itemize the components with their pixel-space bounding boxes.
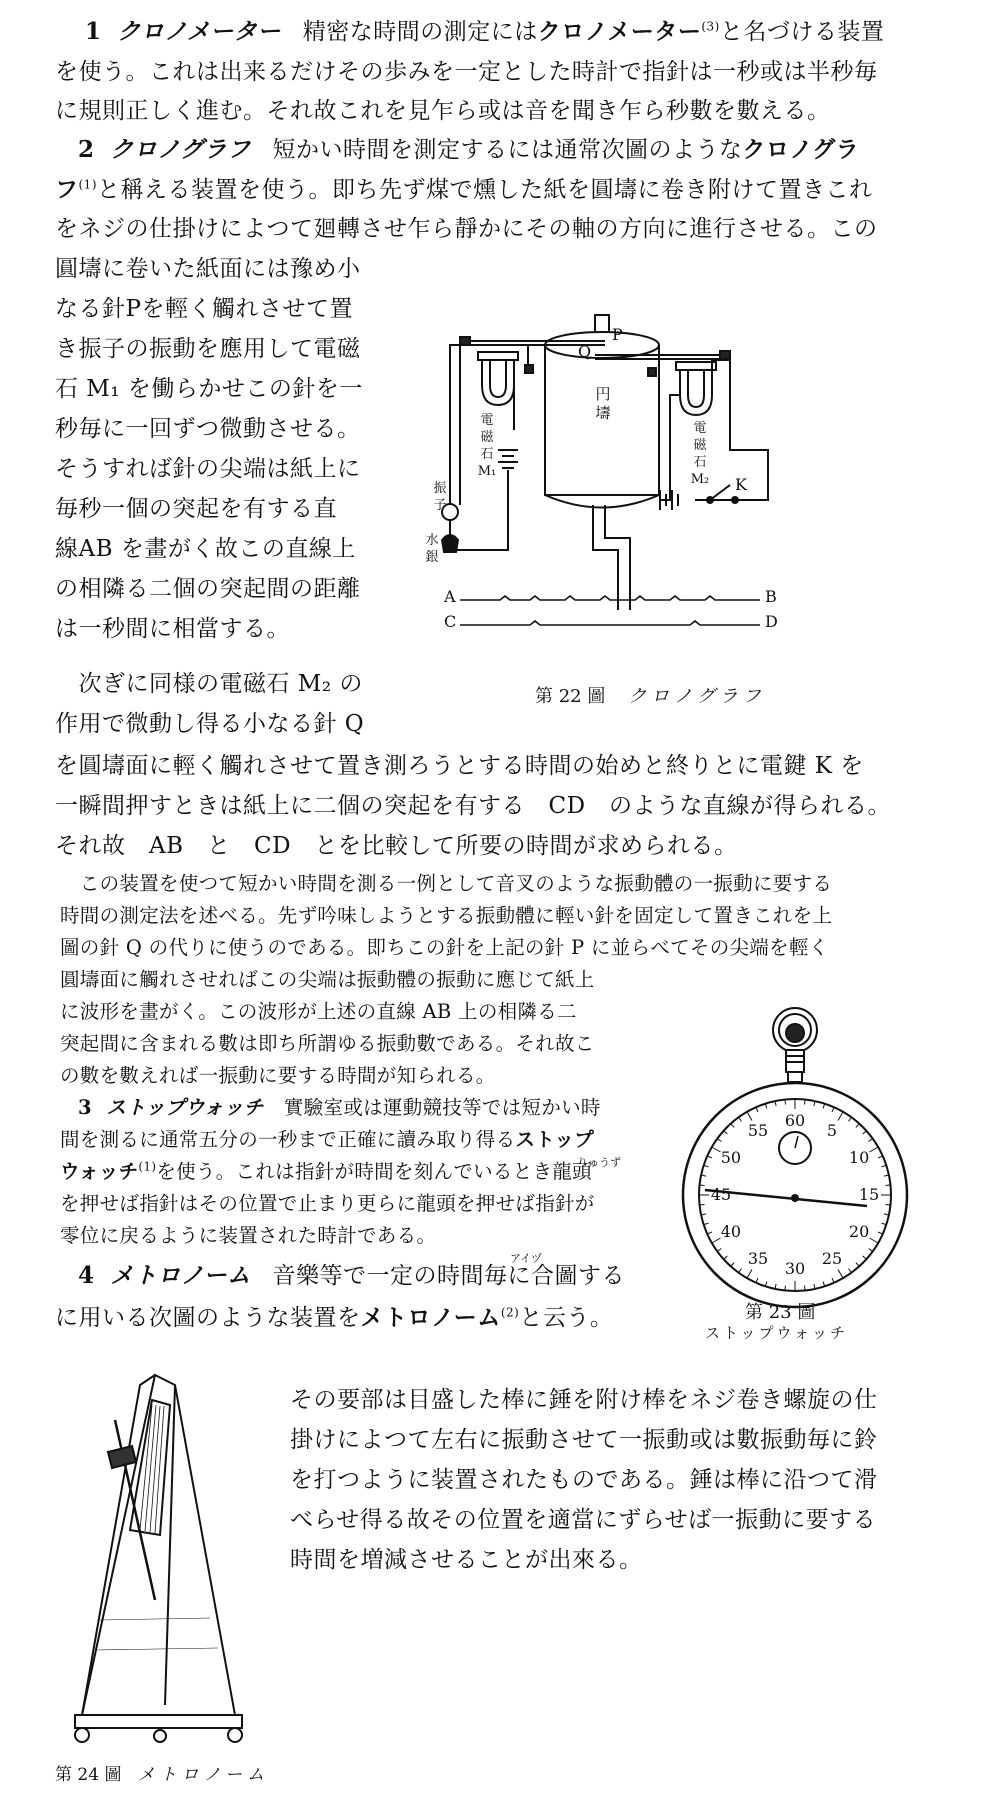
- text: に用いる次圖のような装置を: [55, 1305, 361, 1331]
- section-term: クロノグラフ: [110, 136, 251, 163]
- footnote-ref: (2): [500, 1305, 520, 1320]
- dial-tick: [838, 1112, 843, 1121]
- sec2-narrow-5: そうすれば針の尖端は紙上に: [55, 456, 361, 482]
- dial-tick: [785, 1286, 786, 1291]
- text: と稱える装置を使う。即ち先ず煤で燻した紙を圓壔に卷き附けて置きこれ: [97, 177, 873, 203]
- dial-tick: [731, 1263, 734, 1267]
- dial-tick: [739, 1269, 742, 1273]
- dial-tick: [869, 1248, 873, 1251]
- dial-tick: [756, 1107, 758, 1112]
- label-B: B: [765, 587, 777, 606]
- sec2-narrow-11: 作用で微動し得る小なる針 Q: [55, 711, 365, 737]
- dial-tick: [848, 1117, 851, 1121]
- dial-tick: [785, 1100, 786, 1105]
- dial-tick: [863, 1256, 867, 1259]
- sec2-wide-0: を圓壔面に輕く觸れさせて置き測ろうとする時間の始めと終りとに電鍵 K を: [55, 753, 864, 779]
- footnote-ref: (3): [701, 19, 720, 34]
- chronograph-figure: [425, 300, 830, 740]
- dial-number: 30: [784, 1259, 806, 1278]
- sec2-narrow-0: 圓壔に卷いた紙面には豫め小: [55, 256, 361, 282]
- label-C: C: [444, 612, 457, 631]
- text: と名づける装置: [719, 19, 885, 45]
- dial-tick: [747, 1269, 752, 1278]
- label-pendulum: 振 子: [433, 481, 447, 513]
- dial-number: 15: [858, 1185, 880, 1204]
- sec2-narrow-7: 線AB を畫がく故この直線上: [55, 536, 356, 562]
- sec1-line2: を使う。これは出来るだけその歩みを一定とした時計で指針は一秒或は半秒毎: [55, 59, 878, 85]
- text: 實驗室或は運動競技等では短かい時: [283, 1096, 601, 1119]
- section-number: 1: [85, 18, 102, 45]
- section-number: 2: [78, 136, 95, 163]
- sec2-narrow-3: 石 M₁ を働らかせこの針を一: [55, 376, 363, 402]
- term-bold: ストップ: [515, 1128, 595, 1151]
- sec2-narrow-2: き振子の振動を應用して電磁: [55, 336, 361, 362]
- sec2-narrow-10: 次ぎに同様の電磁石 M₂ の: [55, 671, 363, 697]
- label-m1: 電 磁 石 M₁: [477, 413, 497, 479]
- sec4-line1: [78, 1262, 625, 1290]
- dial-tick: [747, 1112, 752, 1121]
- dial-number: 20: [848, 1222, 870, 1241]
- ruby-aizu: アイヅ: [510, 1252, 543, 1265]
- dial-tick: [886, 1185, 891, 1186]
- dial-tick: [856, 1124, 859, 1128]
- sec4-body-1: 掛けによつて左右に振動させて一振動或は數振動毎に鈴: [290, 1427, 878, 1453]
- term-bold: クロノメーター: [537, 18, 702, 45]
- caption-title: メトロノーム: [137, 1765, 270, 1785]
- footnote-ref: (1): [78, 177, 97, 192]
- dial-tick: [848, 1269, 851, 1273]
- section-number: 4: [78, 1262, 95, 1289]
- dial-tick: [805, 1286, 806, 1291]
- sec3-line5: 零位に戻るように装置された時計である。: [60, 1224, 437, 1247]
- dial-tick: [869, 1147, 878, 1152]
- dial-tick: [700, 1185, 705, 1186]
- label-D: D: [765, 612, 778, 631]
- sec4-body-2: を打つように装置されたものである。錘は棒に沿つて滑: [290, 1467, 878, 1493]
- dial-tick: [712, 1238, 721, 1243]
- dial-number: 10: [848, 1148, 870, 1167]
- fig23-caption-title: ストップウォッチ: [705, 1324, 848, 1342]
- dial-tick: [832, 1107, 834, 1112]
- sec2-narrow-1: なる針Pを輕く觸れさせて置: [55, 296, 353, 322]
- dial-tick: [856, 1263, 859, 1267]
- label-mercury: 水 銀: [425, 533, 439, 565]
- label-m2: 電 磁 石 M₂: [690, 421, 710, 487]
- dial-tick: [731, 1124, 734, 1128]
- dial-number: 35: [747, 1249, 769, 1269]
- sec4-body-0: その要部は目盛した棒に錘を附け棒をネジ卷き螺旋の仕: [290, 1387, 878, 1413]
- section-term: メトロノーム: [110, 1262, 251, 1289]
- dial-tick: [869, 1238, 878, 1243]
- sec3-line2: [60, 1128, 594, 1152]
- note-wide-1: 時間の測定法を述べる。先ず吟味しようとする振動體に輕い針を固定して置きこれを上: [60, 904, 833, 927]
- sec2-wide-2: それ故 AB と CD とを比較して所要の時間が求められる。: [55, 833, 738, 859]
- dial-tick: [717, 1248, 721, 1251]
- dial-tick: [756, 1278, 758, 1283]
- section-term: クロノメーター: [117, 18, 281, 45]
- dial-number: 55: [747, 1120, 769, 1140]
- section-term: ストップウォッチ: [106, 1096, 264, 1119]
- dial-number: 5: [826, 1120, 838, 1140]
- text: 音樂等で一定の時間毎に合圖する: [272, 1263, 625, 1289]
- dial-tick: [707, 1232, 712, 1234]
- dial-tick: [838, 1269, 843, 1278]
- dial-tick: [869, 1139, 873, 1142]
- note-wide-2: 圖の針 Q の代りに使うのである。即ちこの針を上記の針 P に並らべてその尖端を輕く: [60, 936, 829, 959]
- note-narrow-0: 圓壔面に觸れさせればこの尖端は振動體の振動に應じて紙上: [60, 968, 595, 991]
- dial-tick: [805, 1100, 806, 1105]
- label-P: P: [612, 325, 623, 344]
- dial-number: 50: [720, 1148, 742, 1167]
- caption-number: 第 22 圖: [535, 686, 606, 707]
- fig22-caption: [535, 682, 766, 708]
- sec2-line2: [55, 176, 873, 204]
- dial-number: 45: [710, 1185, 732, 1204]
- sec4-body-4: 時間を増減させることが出來る。: [290, 1547, 643, 1573]
- metronome-figure: [60, 1360, 270, 1750]
- note-narrow-2: 突起間に含まれる數は即ち所謂ゆる振動數である。それ故こ: [60, 1032, 595, 1055]
- dial-tick: [878, 1232, 883, 1234]
- sec2-narrow-8: の相隣る二個の突起間の距離: [55, 576, 361, 602]
- sec3-line1: [78, 1096, 601, 1120]
- label-A: A: [444, 587, 456, 606]
- note-narrow-3: の數を數えれば一振動に要する時間が知られる。: [60, 1064, 496, 1087]
- fig23-caption-num: 第 23 圖: [745, 1302, 816, 1323]
- sec4-body-3: べらせ得る故その位置を適當にずらせば一振動に要する: [290, 1507, 877, 1533]
- caption-number: 第 24 圖: [55, 1765, 122, 1785]
- text: を使う。これは指針が時間を刻んでいるとき龍頭: [156, 1160, 592, 1183]
- term-bold: クロノグラ: [742, 136, 860, 163]
- section-number: 3: [78, 1096, 92, 1119]
- sec4-line2: [55, 1304, 613, 1332]
- sec3-line3: [60, 1160, 592, 1184]
- term-bold: ウォッチ: [60, 1160, 139, 1183]
- sec2-wide-1: 一瞬間押すときは紙上に二個の突起を有する CD のような直線が得られる。: [55, 793, 892, 819]
- dial-tick: [878, 1156, 883, 1158]
- dial-tick: [712, 1147, 721, 1152]
- note-wide-0: この装置を使つて短かい時間を測る一例として音叉のような振動體の一振動に要する: [60, 872, 833, 895]
- sec1-line1: [85, 18, 884, 46]
- dial-tick: [717, 1139, 721, 1142]
- caption-title: クロノグラフ: [628, 686, 766, 707]
- sec2-narrow-9: は一秒間に相當する。: [55, 616, 290, 642]
- text: 間を測るに通常五分の一秒まで正確に讀み取り得る: [60, 1128, 516, 1151]
- dial-tick: [863, 1131, 867, 1134]
- term-bold: メトロノーム: [360, 1304, 501, 1331]
- dial-tick: [700, 1205, 705, 1206]
- dial-number: 40: [720, 1222, 742, 1241]
- dial-tick: [739, 1117, 742, 1121]
- sec2-narrow-6: 毎秒一個の突起を有する直: [55, 496, 337, 522]
- ruby-ryuzu: りゅうず: [577, 1156, 621, 1169]
- fig24-caption: [55, 1760, 269, 1785]
- stopwatch-figure: [665, 1000, 925, 1320]
- sec2-line3: をネジの仕掛けによつて廻轉させ乍ら靜かにその軸の方向に進行させる。この: [55, 216, 878, 242]
- text: 精密な時間の測定には: [302, 19, 538, 45]
- footnote-ref: (1): [138, 1159, 157, 1174]
- dial-tick: [724, 1256, 728, 1259]
- dial-tick: [707, 1156, 712, 1158]
- sec3-line4: を押せば指針はその位置で止まり更らに龍頭を押せば指針が: [60, 1192, 595, 1215]
- sec2-narrow-4: 秒毎に一回ずつ微動させる。: [55, 416, 361, 442]
- text: 短かい時間を測定するには通常次圖のような: [272, 137, 743, 163]
- term-bold: フ: [55, 176, 79, 203]
- sec2-line1: [78, 136, 859, 164]
- label-cylinder: 円 壔: [595, 385, 611, 422]
- label-K: K: [735, 475, 747, 494]
- dial-tick: [886, 1205, 891, 1206]
- dial-tick: [832, 1278, 834, 1283]
- label-Q: Q: [578, 342, 592, 361]
- text: と云う。: [519, 1305, 614, 1331]
- dial-number: 60: [784, 1111, 806, 1130]
- note-narrow-1: に波形を畫がく。この波形が上述の直線 AB 上の相隣る二: [60, 1000, 577, 1023]
- dial-number: 25: [821, 1249, 843, 1269]
- dial-tick: [724, 1131, 728, 1134]
- sec1-line3: に規則正しく進む。それ故これを見乍ら或は音を聞き乍ら秒數を數える。: [55, 98, 831, 124]
